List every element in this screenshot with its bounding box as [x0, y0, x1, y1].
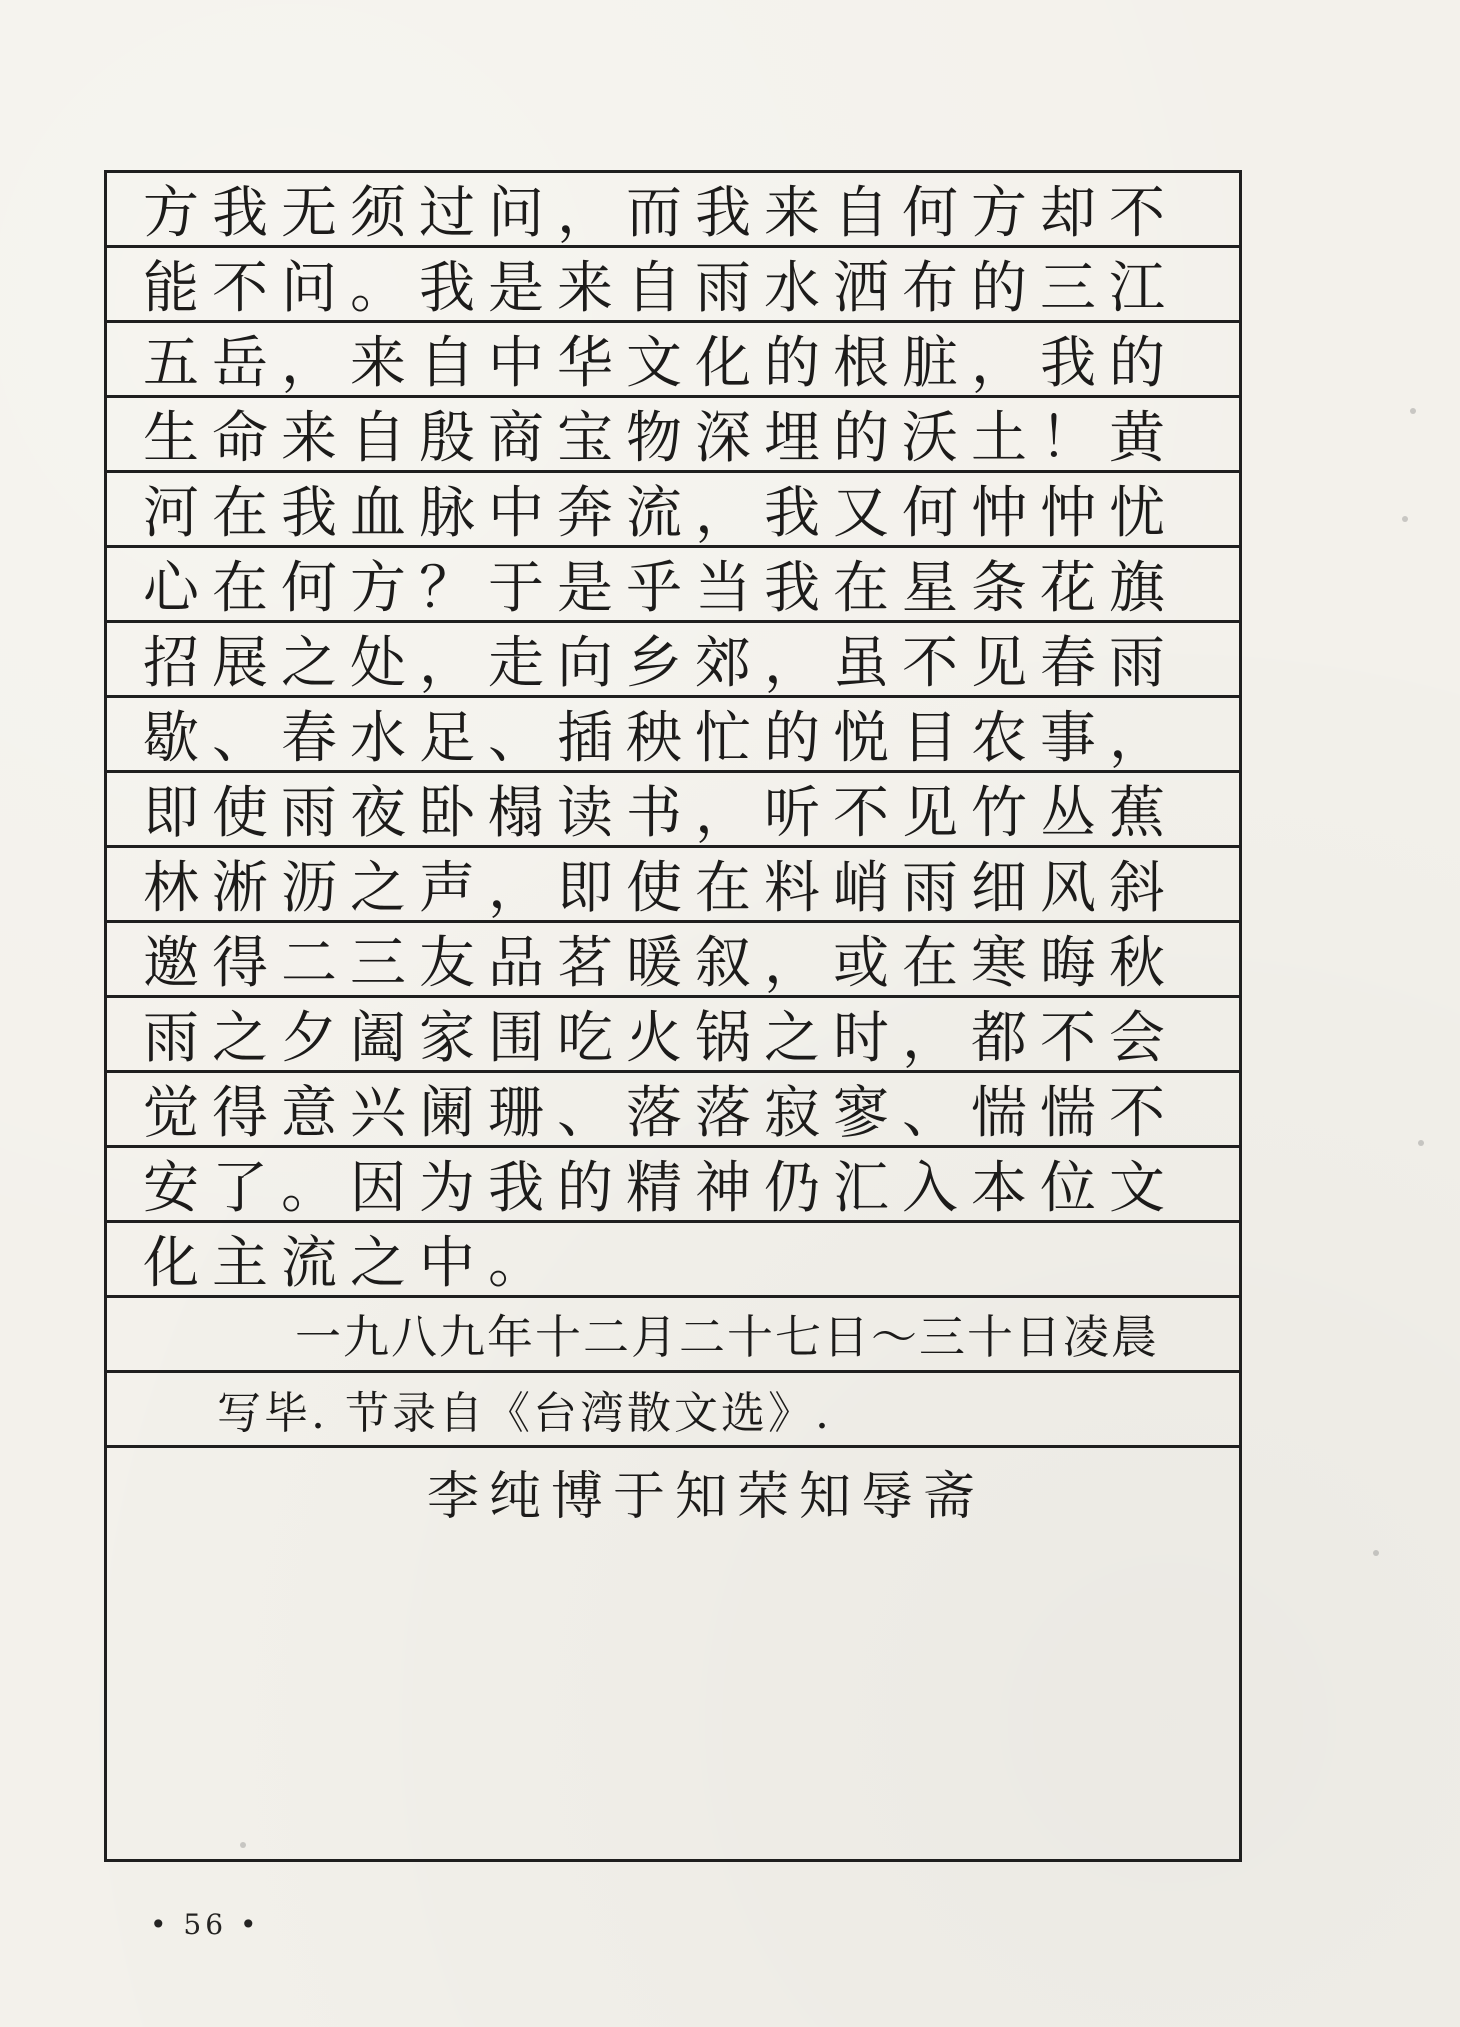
manuscript-line [107, 848, 1239, 923]
paper-speck [1410, 408, 1416, 414]
line-text: 河在我血脉中奔流，我又何忡忡忧 [143, 481, 1178, 546]
date-text: 一九八九年十二月二十七日～三十日凌晨 [295, 1310, 1159, 1364]
manuscript-line [107, 1148, 1239, 1223]
line-text: 林淅沥之声，即使在料峭雨细风斜 [143, 856, 1178, 921]
manuscript-line [107, 473, 1239, 548]
manuscript-line [107, 1223, 1239, 1298]
line-text: 安了。因为我的精神仍汇入本位文 [143, 1156, 1178, 1221]
paper-speck [1402, 516, 1408, 522]
line-text: 雨之夕阖家围吃火锅之时，都不会 [143, 1006, 1178, 1071]
line-text: 歇、春水足、插秧忙的悦目农事， [143, 706, 1178, 771]
note-line [107, 1373, 1239, 1448]
manuscript-line [107, 923, 1239, 998]
paper-speck [1373, 1550, 1379, 1556]
line-text: 生命来自殷商宝物深埋的沃土！黄 [143, 406, 1178, 471]
line-text: 招展之处，走向乡郊，虽不见春雨 [143, 631, 1178, 696]
manuscript-line [107, 773, 1239, 848]
page-number: • 56 • [150, 1908, 261, 1941]
line-text: 化主流之中。 [143, 1231, 557, 1296]
paper-speck [240, 1842, 246, 1848]
signature-text: 李纯博于知荣知辱斋 [427, 1466, 986, 1527]
manuscript-line [107, 323, 1239, 398]
paper-speck [1418, 1140, 1424, 1146]
line-text: 邀得二三友品茗暖叙，或在寒晦秋 [143, 931, 1178, 996]
manuscript-line [107, 248, 1239, 323]
manuscript-line [107, 548, 1239, 623]
date-line [107, 1298, 1239, 1373]
manuscript-line [107, 398, 1239, 473]
manuscript-line [107, 698, 1239, 773]
note-text: 写毕. 节录自《台湾散文选》. [217, 1388, 832, 1439]
manuscript-line [107, 623, 1239, 698]
line-text: 觉得意兴阑珊、落落寂寥、惴惴不 [143, 1081, 1178, 1146]
line-text: 能不问。我是来自雨水洒布的三江 [143, 256, 1178, 321]
manuscript-line [107, 173, 1239, 248]
signature-line [107, 1448, 1239, 1534]
line-text: 方我无须过问，而我来自何方却不 [143, 181, 1178, 246]
line-text: 即使雨夜卧榻读书，听不见竹丛蕉 [143, 781, 1178, 846]
manuscript-sheet [104, 170, 1242, 1862]
manuscript-line [107, 998, 1239, 1073]
manuscript-line [107, 1073, 1239, 1148]
line-text: 五岳，来自中华文化的根脏，我的 [143, 331, 1178, 396]
line-text: 心在何方？于是乎当我在星条花旗 [143, 556, 1178, 621]
